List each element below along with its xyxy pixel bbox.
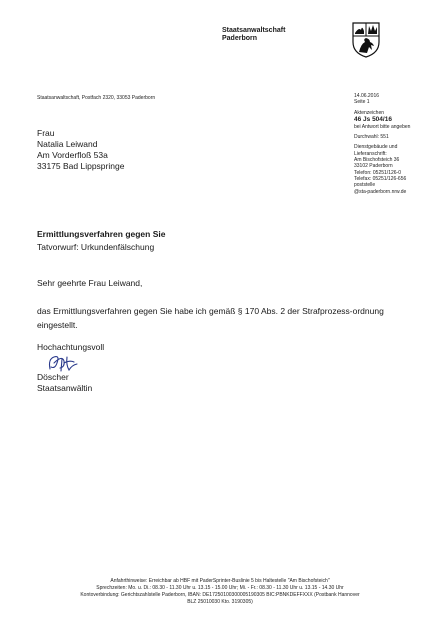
letter-body: das Ermittlungsverfahren gegen Sie habe ich gemäß § 170 Abs. 2 der Strafprozess-ordnung eingestellt. bbox=[37, 306, 384, 330]
recipient-address bbox=[37, 128, 124, 172]
letter-footer bbox=[20, 578, 420, 606]
recipient-salutation: Frau bbox=[37, 128, 55, 138]
letter-charge: Tatvorwurf: Urkundenfälschung bbox=[37, 242, 155, 252]
file-number: 46 Js 504/16 bbox=[354, 115, 392, 123]
signer-name: Döscher bbox=[37, 372, 69, 382]
return-address: Staatsanwaltschaft, Postfach 2320, 33053 Paderborn bbox=[37, 95, 156, 101]
phone-extension: Durchwahl: 551 bbox=[354, 134, 389, 141]
recipient-name: Natalia Leiwand bbox=[37, 139, 98, 149]
letter-subject: Ermittlungsverfahren gegen Sie bbox=[37, 229, 166, 239]
authority-line-2: Paderborn bbox=[222, 35, 258, 42]
letter-closing: Hochachtungsvoll bbox=[37, 342, 105, 352]
footer-directions: Anfahrthinweise: Erreichbar ab HBF mit PaderSprinter-Buslinie 5 bis Haltestelle "Am Bischofsteich" bbox=[110, 578, 330, 584]
signer-title: Staatsanwältin bbox=[37, 383, 93, 393]
office-label-1: Dienstgebäude und bbox=[354, 144, 398, 151]
page-number: Seite 1 bbox=[354, 99, 370, 106]
email-address: @sta-paderborn.nrw.de bbox=[354, 188, 407, 195]
office-label-2: Lieferanschrift: bbox=[354, 150, 387, 157]
recipient-street: Am Vorderfloß 53a bbox=[37, 150, 108, 160]
office-street: Am Bischofsteich 36 bbox=[354, 157, 400, 164]
fax-number: Telefax: 05251/126-656 bbox=[354, 175, 407, 182]
reference-block bbox=[354, 93, 410, 195]
file-number-label: Aktenzeichen bbox=[354, 109, 385, 116]
authority-name bbox=[222, 27, 285, 43]
authority-line-1: Staatsanwaltschaft bbox=[222, 27, 286, 34]
letter-salutation: Sehr geehrte Frau Leiwand, bbox=[37, 278, 143, 288]
recipient-city: 33175 Bad Lippspringe bbox=[37, 161, 125, 171]
footer-bank-details-cont: BLZ 25010030 Kto. 3190305) bbox=[187, 599, 253, 605]
office-city: 33102 Paderborn bbox=[354, 163, 393, 170]
phone-number: Telefon: 05251/126-0 bbox=[354, 169, 401, 176]
footer-office-hours: Sprechzeiten: Mo. u. Di.: 08.30 - 11.30 Uhr u. 13.15 - 15.00 Uhr; Mi. - Fr.: 08.30 - 11.30 Uhr u. 13.15 - 14.30 Uhr bbox=[96, 585, 344, 591]
letter-date: 14.06.2016 bbox=[354, 93, 380, 99]
nrw-coat-of-arms-icon bbox=[352, 22, 380, 58]
signer-block bbox=[37, 372, 92, 394]
file-number-note: bei Antwort bitte angeben bbox=[354, 123, 411, 130]
footer-bank-details: Kontoverbindung: Gerichtszahlstelle Paderborn, IBAN: DE17250100300005190305 BIC:PBNKDEFFXXX (Postbank Hannover bbox=[80, 592, 360, 598]
email-label: poststelle bbox=[354, 182, 376, 189]
